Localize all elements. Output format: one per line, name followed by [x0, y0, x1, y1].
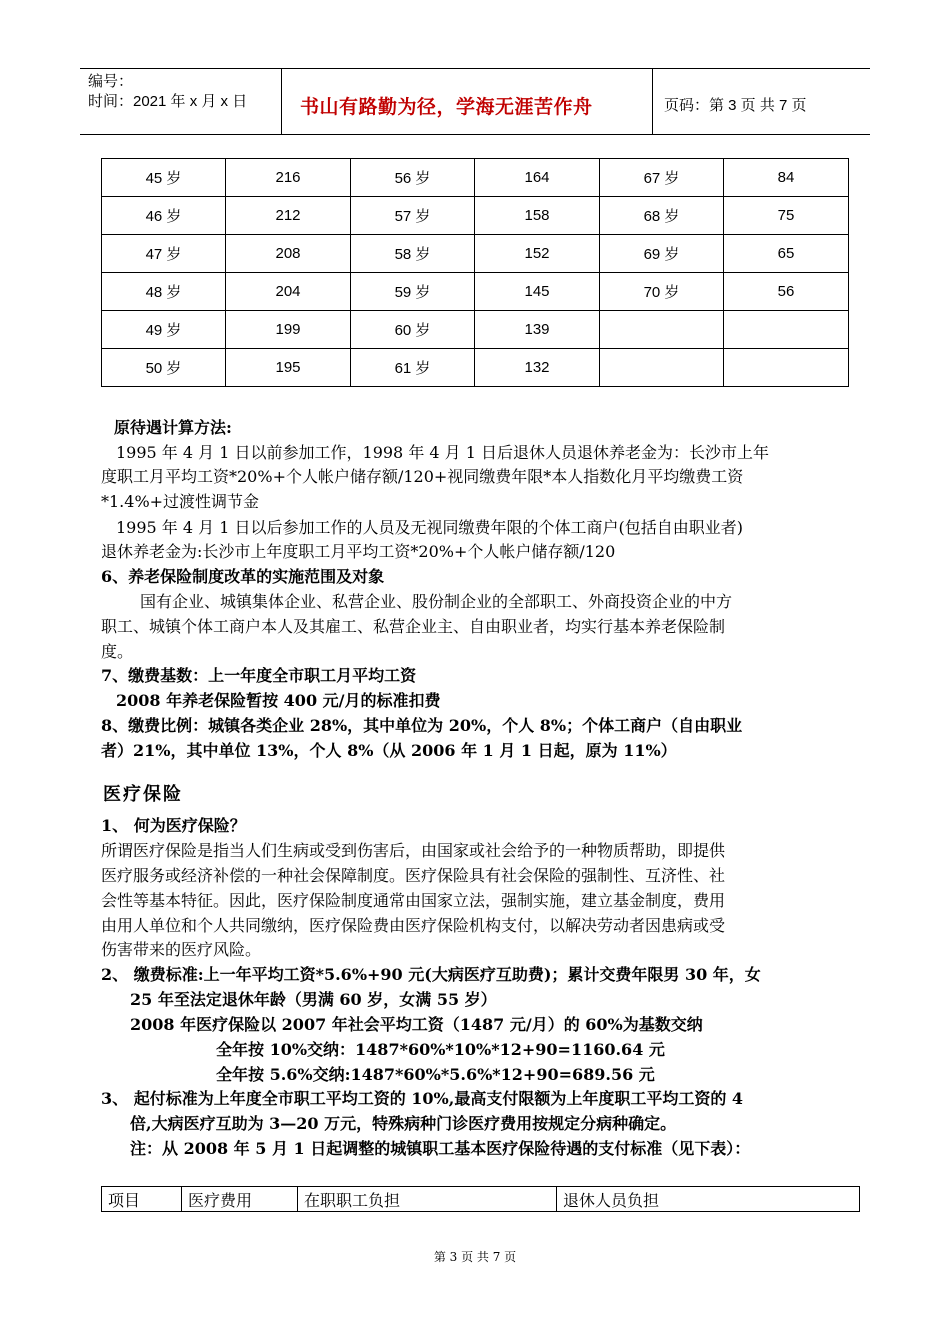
- age-months-table: [101, 158, 849, 387]
- table-cell: 139: [475, 311, 600, 349]
- paragraph-line: 1995 年 4 月 1 日以前参加工作，1998 年 4 月 1 日后退休人员退休养老金为：长沙市上年: [116, 443, 770, 462]
- table-cell: 75: [724, 197, 849, 235]
- table-header-cell: 在职职工负担: [298, 1187, 557, 1212]
- section-heading-medical-insurance: 医疗保险: [103, 784, 183, 805]
- paragraph-line: 医疗服务或经济补偿的一种社会保障制度。医疗保险具有社会保险的强制性、互济性、社: [101, 866, 726, 885]
- header-meta: [88, 72, 247, 112]
- paragraph-line: 职工、城镇个体工商户本人及其雇工、私营企业主、自由职业者，均实行基本养老保险制: [101, 617, 726, 636]
- section-heading-m3: 3、 起付标准为上年度全市职工平均工资的 10%,最高支付限额为上年度职工平均工资的 4: [101, 1089, 744, 1108]
- table-cell: 50 岁: [102, 349, 226, 387]
- section-heading-6: 6、养老保险制度改革的实施范围及对象: [101, 567, 385, 586]
- table-cell: 61 岁: [351, 349, 475, 387]
- paragraph-line: 者）21%，其中单位 13%，个人 8%（从 2006 年 1 月 1 日起，原为 11%）: [101, 741, 677, 760]
- table-cell: 49 岁: [102, 311, 226, 349]
- section-heading-7: 7、缴费基数：上一年度全市职工月平均工资: [101, 666, 417, 685]
- paragraph-line: 2008 年养老保险暂按 400 元/月的标准扣费: [116, 691, 441, 710]
- table-cell: 67 岁: [600, 159, 724, 197]
- header-divider-2: [652, 68, 653, 135]
- table-cell: 60 岁: [351, 311, 475, 349]
- table-cell: [600, 349, 724, 387]
- table-cell: 195: [226, 349, 351, 387]
- paragraph-line: 全年按 5.6%交纳:1487*60%*5.6%*12+90=689.56 元: [216, 1065, 655, 1084]
- table-cell: 57 岁: [351, 197, 475, 235]
- table-cell: 47 岁: [102, 235, 226, 273]
- paragraph-line: 1995 年 4 月 1 日以后参加工作的人员及无视同缴费年限的个体工商户(包括自由职业者): [116, 518, 743, 537]
- page-footer: 第 3 页 共 7 页: [433, 1250, 517, 1264]
- header-bottom-rule: [80, 134, 870, 135]
- paragraph-line: 退休养老金为:长沙市上年度职工月平均工资*20%+个人帐户储存额/120: [101, 542, 616, 561]
- table-row: [102, 311, 849, 349]
- header-top-rule: [80, 68, 870, 69]
- table-cell: 56: [724, 273, 849, 311]
- table-cell: [600, 311, 724, 349]
- section-heading-m1: 1、 何为医疗保险？: [101, 816, 246, 835]
- header-divider-1: [281, 68, 282, 135]
- table-row: [102, 273, 849, 311]
- table-cell: 152: [475, 235, 600, 273]
- table-cell: 216: [226, 159, 351, 197]
- table-header-cell: 退休人员负担: [557, 1187, 860, 1212]
- paragraph-line: 国有企业、城镇集体企业、私营企业、股份制企业的全部职工、外商投资企业的中方: [140, 592, 733, 611]
- table-cell: 65: [724, 235, 849, 273]
- table-cell: 59 岁: [351, 273, 475, 311]
- header-motto: 书山有路勤为径，学海无涯苦作舟: [300, 96, 593, 118]
- medical-payment-table: [101, 1186, 860, 1212]
- table-cell: 58 岁: [351, 235, 475, 273]
- table-cell: 158: [475, 197, 600, 235]
- header-page-number: 页码：第 3 页 共 7 页: [664, 97, 807, 114]
- doc-time-label: 时间：2021 年 x 月 x 日: [88, 93, 248, 110]
- table-cell: 164: [475, 159, 600, 197]
- table-row: [102, 235, 849, 273]
- paragraph-line: 度职工月平均工资*20%+个人帐户储存额/120+视同缴费年限*本人指数化月平均缴费工资: [101, 467, 744, 486]
- table-cell: 199: [226, 311, 351, 349]
- table-cell: 56 岁: [351, 159, 475, 197]
- paragraph-line: 注：从 2008 年 5 月 1 日起调整的城镇职工基本医疗保险待遇的支付标准（见下表）：: [130, 1139, 751, 1158]
- table-cell: [724, 311, 849, 349]
- section-heading-8: 8、缴费比例：城镇各类企业 28%，其中单位为 20%，个人 8%；个体工商户（自由职业: [101, 716, 743, 735]
- table-cell: 69 岁: [600, 235, 724, 273]
- table-cell: 132: [475, 349, 600, 387]
- paragraph-line: 由用人单位和个人共同缴纳，医疗保险费由医疗保险机构支付，以解决劳动者因患病或受: [101, 916, 726, 935]
- paragraph-line: *1.4%+过渡性调节金: [101, 492, 260, 511]
- table-cell: 48 岁: [102, 273, 226, 311]
- table-cell: [724, 349, 849, 387]
- doc-number-label: 编号：: [88, 73, 134, 90]
- table-header-cell: 项目: [102, 1187, 182, 1212]
- table-cell: 70 岁: [600, 273, 724, 311]
- table-row: [102, 197, 849, 235]
- paragraph-line: 伤害带来的医疗风险。: [101, 940, 262, 959]
- section-heading-original-method: 原待遇计算方法:: [114, 418, 232, 437]
- table-cell: 145: [475, 273, 600, 311]
- table-row: [102, 349, 849, 387]
- table-cell: 68 岁: [600, 197, 724, 235]
- paragraph-line: 全年按 10%交纳：1487*60%*10%*12+90=1160.64 元: [216, 1040, 665, 1059]
- table-header-row: [102, 1187, 860, 1212]
- table-row: [102, 159, 849, 197]
- paragraph-line: 所谓医疗保险是指当人们生病或受到伤害后，由国家或社会给予的一种物质帮助，即提供: [101, 841, 726, 860]
- table-cell: 212: [226, 197, 351, 235]
- table-header-cell: 医疗费用: [182, 1187, 298, 1212]
- paragraph-line: 2008 年医疗保险以 2007 年社会平均工资（1487 元/月）的 60%为基数交纳: [130, 1015, 703, 1034]
- table-cell: 204: [226, 273, 351, 311]
- paragraph-line: 度。: [101, 642, 134, 661]
- table-cell: 45 岁: [102, 159, 226, 197]
- paragraph-line: 倍,大病医疗互助为 3—20 万元，特殊病种门诊医疗费用按规定分病种确定。: [130, 1114, 677, 1133]
- table-cell: 208: [226, 235, 351, 273]
- table-cell: 46 岁: [102, 197, 226, 235]
- section-heading-m2: 2、 缴费标准:上一年平均工资*5.6%+90 元(大病医疗互助费)；累计交费年限男 30 年，女: [101, 965, 761, 984]
- paragraph-line: 会性等基本特征。因此，医疗保险制度通常由国家立法，强制实施，建立基金制度，费用: [101, 891, 726, 910]
- paragraph-line: 25 年至法定退休年龄（男满 60 岁，女满 55 岁）: [130, 990, 497, 1009]
- table-cell: 84: [724, 159, 849, 197]
